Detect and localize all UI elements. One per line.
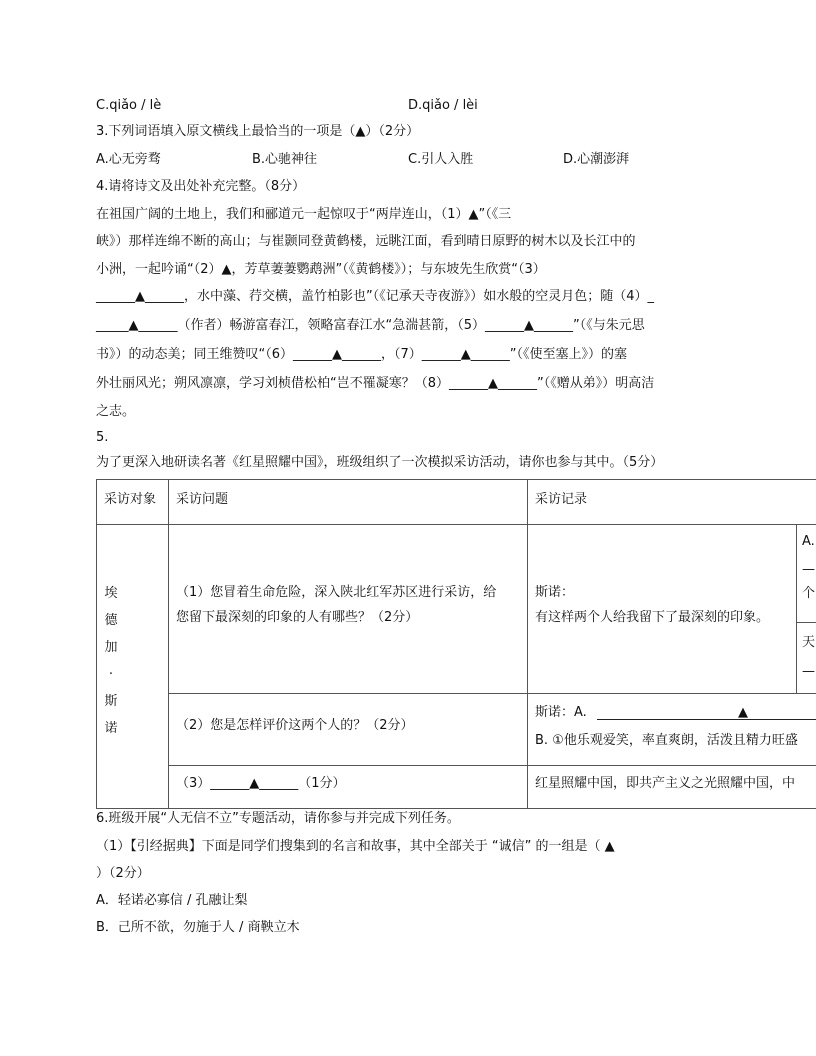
q4-line-5: _____▲______（作者）畅游富春江，领略富春江水“急湍甚箭，（5）______▲______”（《与朱元思	[96, 318, 645, 333]
subject-char: 德	[104, 613, 118, 628]
q4-line-6: 书》）的动态美；同王维赞叹“（6）______▲______，（7）______▲______”（《使至塞上》）的塞	[96, 347, 628, 362]
subject-char: ·	[108, 667, 114, 682]
row2-record-line2: B. ①他乐观爱笑，率直爽朗，活泼且精力旺盛	[535, 733, 798, 748]
subject-char: 加	[104, 640, 118, 655]
row1-question-line1: （1）您冒着生命危险，深入陕北红军苏区进行采访，给	[176, 585, 497, 600]
row1-record-line2: 有这样两个人给我留下了最深刻的印象。	[535, 610, 770, 625]
subject-char: 诺	[104, 721, 118, 736]
q3-option-d: D.心潮澎湃	[563, 152, 630, 167]
row3-question: （3）______▲______（1分）	[176, 776, 346, 791]
row1-question-line2: 您留下最深刻的印象的人有哪些？（2分）	[176, 610, 419, 625]
interview-subject	[101, 580, 121, 742]
header-subject: 采访对象	[104, 492, 157, 507]
q4-line-2: 峡》）那样连绵不断的高山；与崔颢同登黄鹤楼，远眺江面，看到晴日原野的树木以及长江中的	[96, 234, 636, 249]
option-c: C.qiǎo / lè	[96, 98, 162, 113]
q3-option-c: C.引人入胜	[408, 152, 474, 167]
row1-side-a: A.	[802, 534, 815, 549]
row1-record-line1: 斯诺：	[535, 585, 575, 600]
q5-number: 5.	[96, 430, 109, 445]
header-question: 采访问题	[176, 492, 229, 507]
row3-record: 红星照耀中国，即共产主义之光照耀中国，中	[535, 776, 796, 791]
q6-sub1: （1）【引经据典】下面是同学们搜集到的名言和故事，其中全部关于 “诚信” 的一组是（ ▲	[96, 839, 615, 854]
q3-stem: 3.下列词语填入原文横线上最恰当的一项是（▲）（2分）	[96, 124, 420, 139]
option-d: D.qiǎo / lèi	[408, 98, 478, 113]
row1-side-dash2: —	[802, 664, 815, 679]
answer-blank-line	[597, 719, 816, 720]
q4-line-8: 之志。	[96, 404, 136, 419]
row2-question: （2）您是怎样评价这两个人的？（2分）	[176, 718, 414, 733]
q6-stem: 6.班级开展“人无信不立”专题活动，请你参与并完成下列任务。	[96, 811, 460, 826]
row1-side-bottom: 天	[802, 635, 816, 650]
q3-option-b: B.心驰神往	[252, 152, 318, 167]
q5-intro: 为了更深入地研读名著《红星照耀中国》，班级组织了一次模拟采访活动，请你也参与其中。（5分）	[96, 455, 664, 470]
q6-option-a: A．轻诺必寡信 / 孔融让梨	[96, 893, 248, 908]
q6-option-b: B．己所不欲，勿施于人 / 商鞅立木	[96, 920, 300, 935]
q6-sub1-cont: ）（2分）	[96, 866, 150, 881]
header-record: 采访记录	[535, 492, 588, 507]
q4-line-7: 外壮丽风光；朔风凛凛，学习刘桢借松柏“岂不罹凝寒？（8）______▲______”（《赠从弟》）明高洁	[96, 376, 655, 391]
answer-marker: ▲	[738, 705, 748, 720]
q4-line-1: 在祖国广阔的土地上，我们和郦道元一起惊叹于“两岸连山，（1）▲”（《三	[96, 207, 512, 222]
subject-char: 埃	[104, 586, 118, 601]
row1-side-mid: 个	[802, 586, 816, 601]
q4-line-3: 小洲，一起吟诵“（2）▲，芳草萋萋鹦鹉洲”（《黄鹤楼》）；与东坡先生欣赏“（3）	[96, 262, 546, 277]
row2-record-line1: 斯诺：A.	[535, 705, 587, 720]
row1-side-dash: —	[802, 562, 815, 577]
subject-char: 斯	[104, 694, 118, 709]
q4-line-4: ______▲______，水中藻、荇交横，盖竹柏影也”（《记承天寺夜游》）如水般的空灵月色；随（4）_	[96, 289, 655, 304]
q3-option-a: A.心无旁骛	[96, 152, 161, 167]
q4-stem: 4.请将诗文及出处补充完整。（8分）	[96, 179, 306, 194]
